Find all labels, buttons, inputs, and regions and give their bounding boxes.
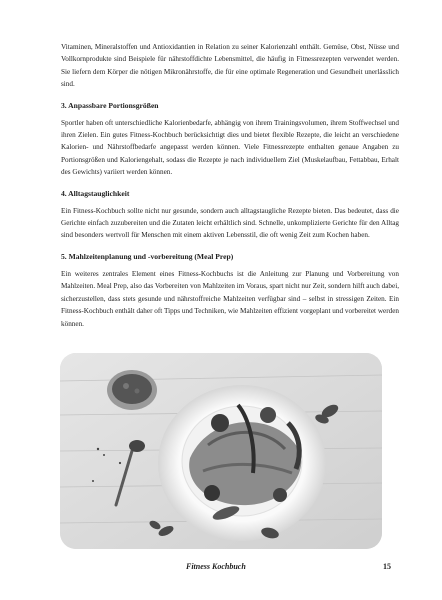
food-photo [60, 353, 382, 549]
section-heading-meal-prep: 5. Mahlzeitenplanung und -vorbereitung (Meal Prep) [61, 251, 234, 261]
section-text-portions: Sportler haben oft unterschiedliche Kalorienbedarfe, abhängig von ihrem Trainingsvolumen, ihrem Stoffwechsel und ihren Zielen. Ein gutes Fitness-Kochbuch berücksichtigt dies und bietet flexible Rezepte, die leicht an verschiedene Kalorien- und Nährstoffbedarfe angepasst werden können. Viele Fitnessrezepte enthalten genaue Angaben zu Portionsgrößen und Kaloriengehalt, sodass die Rezepte je nach individuellem Ziel (Muskelaufbau, Fettabbau, Erhalt des Gewichts) variiert werden können. [61, 118, 399, 177]
page-content [61, 41, 399, 339]
intro-paragraph: Vitaminen, Mineralstoffen und Antioxidantien in Relation zu seiner Kalorienzahl enthält. Gemüse, Obst, Nüsse und Vollkornprodukte sind Beispiele für nährstoffdichte Lebensmittel, die häufig in Fitnessrezepten verwendet werden. Sie liefern dem Körper die nötigen Mikronährstoffe, die für eine optimale Regeneration und Gesundheit unerlässlich sind. [61, 43, 399, 89]
section-text-everyday: Ein Fitness-Kochbuch sollte nicht nur gesunde, sondern auch alltagstaugliche Rezepte bieten. Das bedeutet, dass die Gerichte einfach zuzubereiten und die Zutaten leicht erhältlich sind. Schnelle, unkomplizierte Gerichte für den Alltag sind besonders wertvoll für Menschen mit einem aktiven Lebensstil, die oft wenig Zeit zum Kochen haben. [61, 206, 399, 240]
section-heading-everyday: 4. Alltagstauglichkeit [61, 188, 130, 198]
section-heading-portions: 3. Anpassbare Portionsgrößen [61, 100, 159, 110]
section-text-meal-prep: Ein weiteres zentrales Element eines Fitness-Kochbuchs ist die Anleitung zur Planung und Vorbereitung von Mahlzeiten. Meal Prep, also das Vorbereiten von Mahlzeiten im Voraus, spart nicht nur Zeit, sondern hilft auch dabei, sicherzustellen, dass stets gesunde und nährstoffreiche Mahlzeiten verfügbar sind – selbst in stressigen Zeiten. Ein Fitness-Kochbuch enthält daher oft Tipps und Techniken, wie Mahlzeiten effizient vorgeplant und vorbereitet werden können. [61, 269, 399, 328]
pesto-bowl [107, 370, 157, 410]
food-photo-illustration [60, 353, 382, 549]
page-number: 15 [383, 562, 391, 571]
footer-book-title: Fitness Kochbuch [186, 562, 246, 571]
